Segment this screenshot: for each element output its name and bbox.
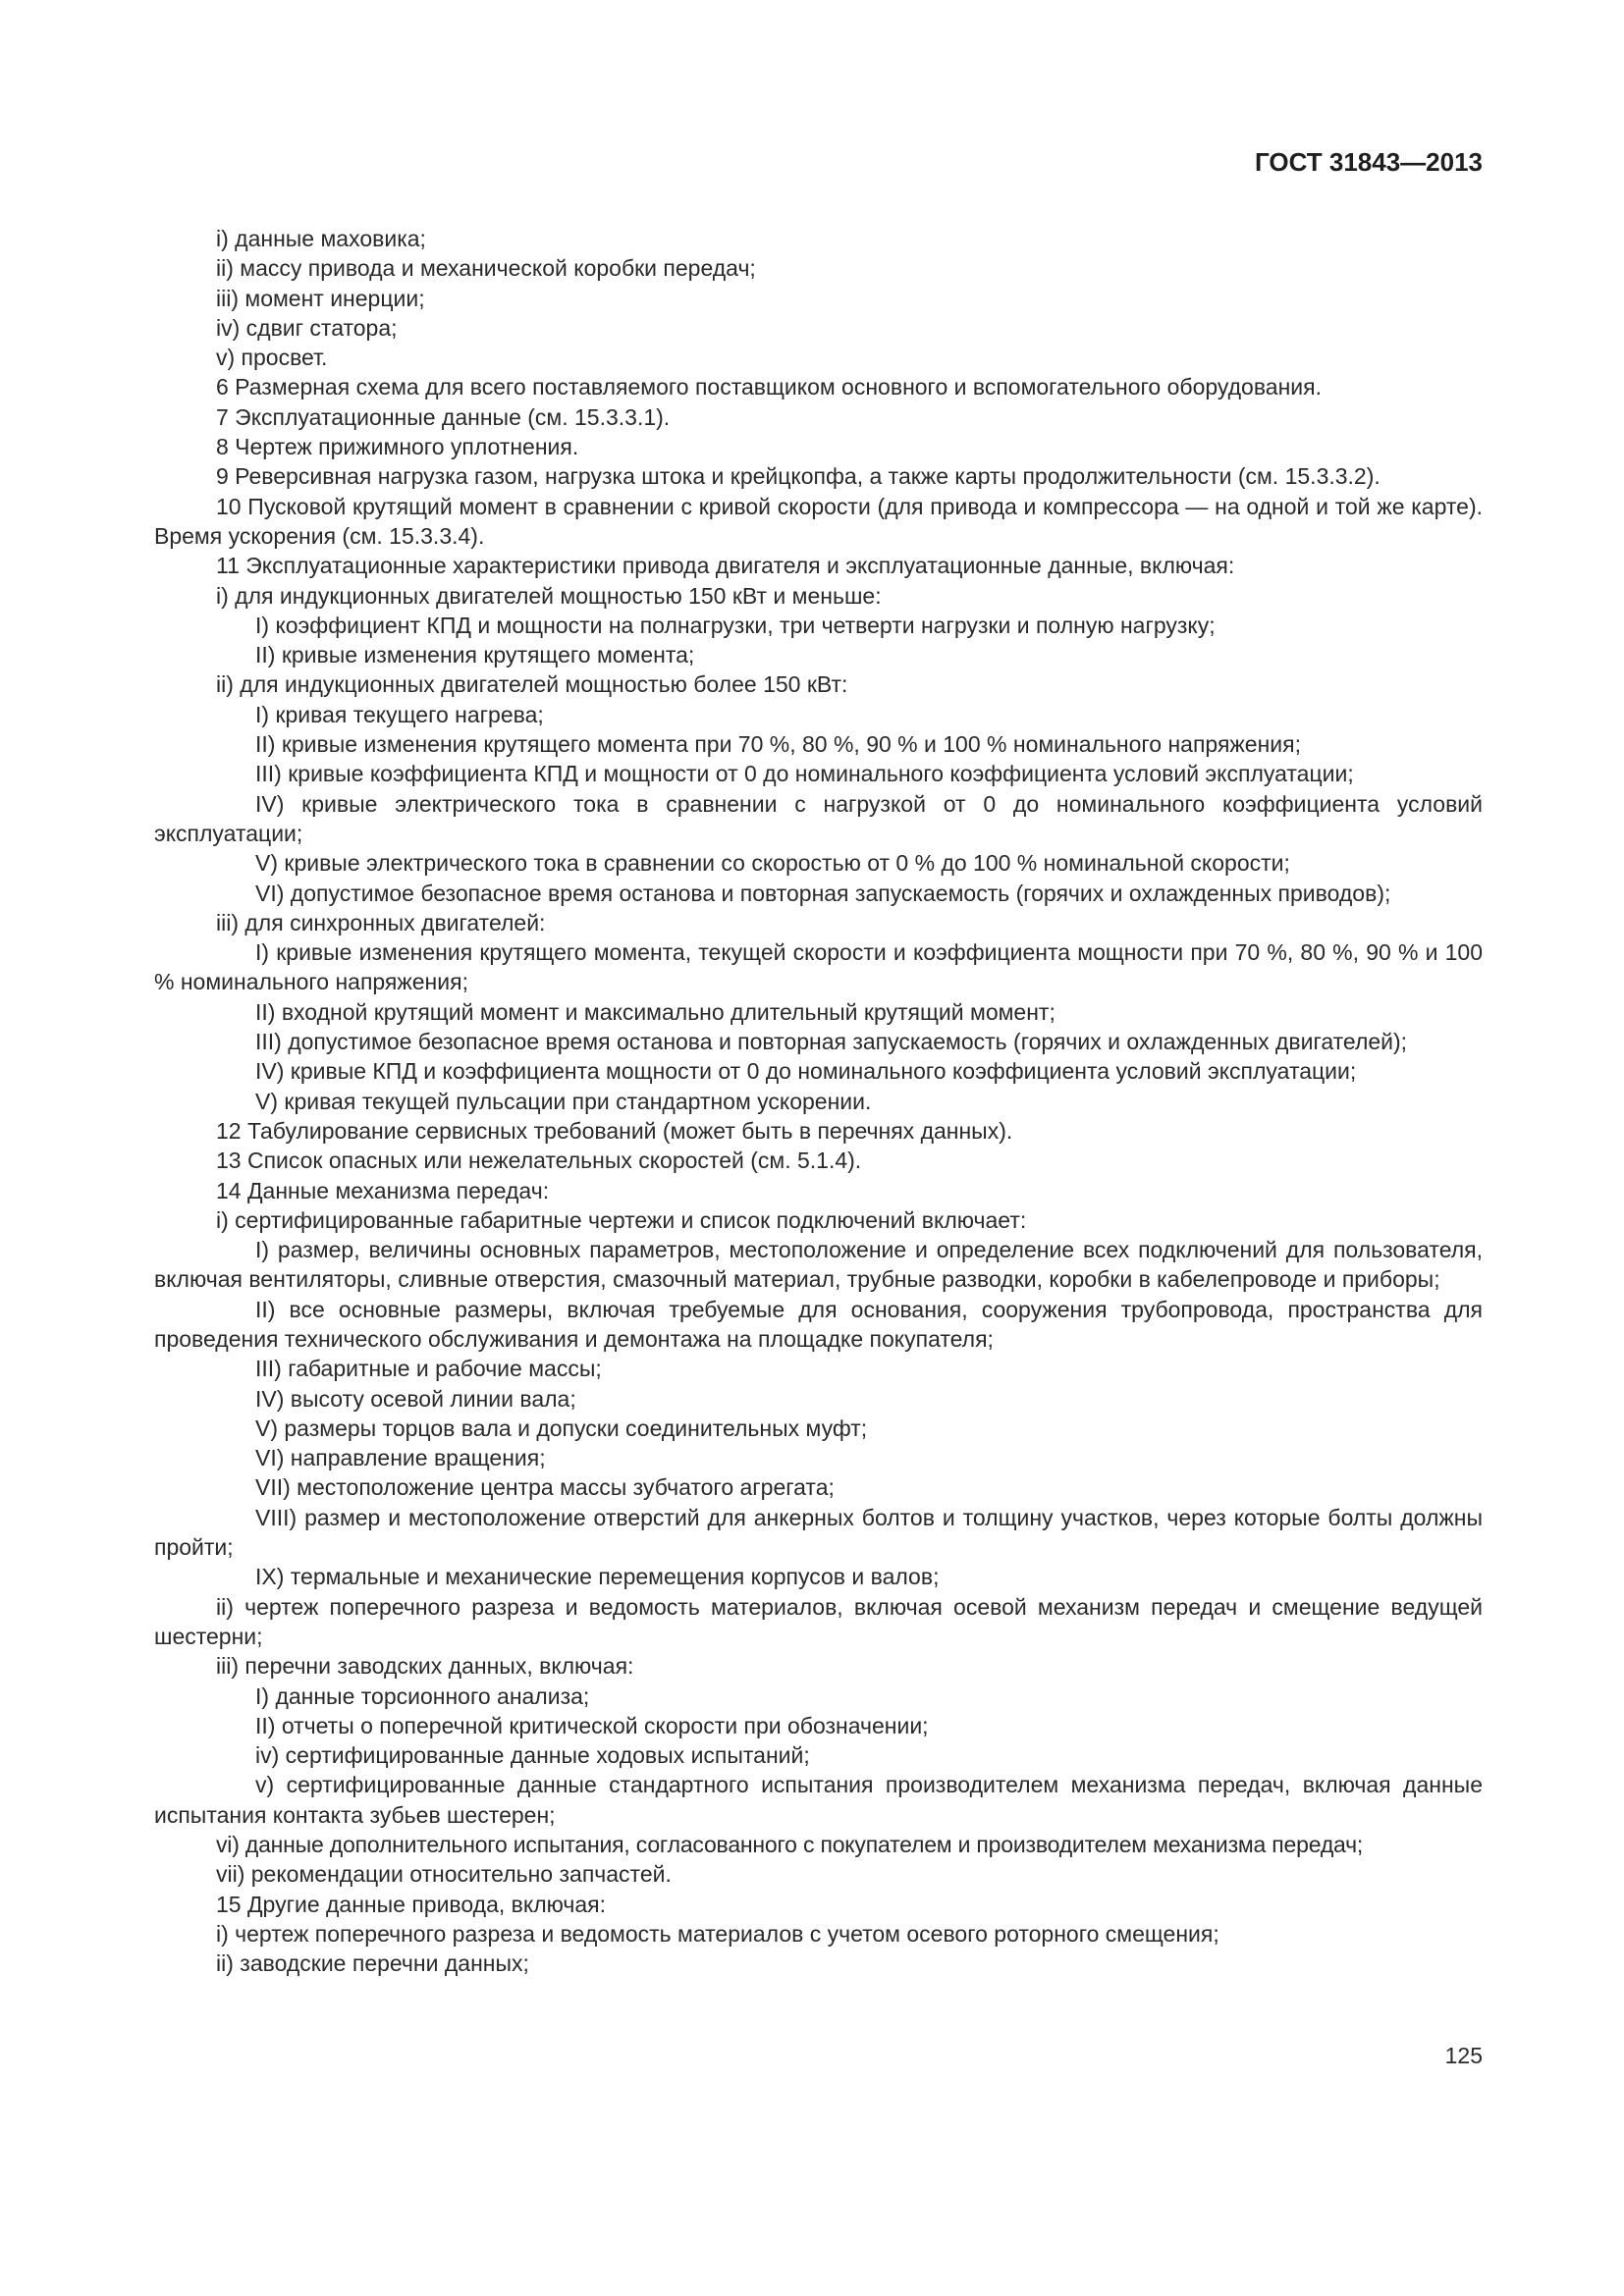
- text-paragraph: 10 Пусковой крутящий момент в сравнении с кривой скорости (для привода и компрессора — на одной и той же карте). Время ускорения (см. 15.3.3.4).: [154, 493, 1483, 549]
- text-line: iii) момент инерции;: [216, 285, 425, 311]
- text-line: ii) массу привода и механической коробки передач;: [216, 255, 756, 282]
- text-line: I) данные торсионного анализа;: [255, 1682, 590, 1709]
- text-line: 6 Размерная схема для всего поставляемого поставщиком основного и вспомогательного оборудования.: [216, 374, 1322, 400]
- text-paragraph: I) размер, величины основных параметров, местоположение и определение всех подключений для пользователя, включая вентиляторы, сливные отверстия, смазочный материал, трубные разводки, коробки в кабелепроводе и приборы;: [154, 1237, 1483, 1293]
- text-line: i) сертифицированные габаритные чертежи и список подключений включает:: [216, 1206, 1027, 1233]
- text-line: VI) допустимое безопасное время останова и повторная запускаемость (горячих и охлажденных приводов);: [255, 880, 1391, 906]
- text-line: i) данные маховика;: [216, 226, 426, 251]
- text-line: 11 Эксплуатационные характеристики привода двигателя и эксплуатационные данные, включая:: [216, 553, 1235, 579]
- text-line: 8 Чертеж прижимного уплотнения.: [216, 434, 579, 460]
- text-line: i) чертеж поперечного разреза и ведомость материалов с учетом осевого роторного смещения;: [216, 1920, 1219, 1947]
- text-line: iii) перечни заводских данных, включая:: [216, 1653, 634, 1680]
- document-header: ГОСТ 31843—2013: [1255, 147, 1483, 177]
- text-line: I) коэффициент КПД и мощности на полнагрузки, три четверти нагрузки и полную нагрузку;: [255, 612, 1216, 638]
- text-line: 9 Реверсивная нагрузка газом, нагрузка штока и крейцкопфа, а также карты продолжительности (см. 15.3.3.2).: [216, 463, 1380, 490]
- text-line: V) кривая текущей пульсации при стандартном ускорении.: [255, 1088, 872, 1114]
- text-line: i) для индукционных двигателей мощностью 150 кВт и меньше:: [216, 582, 882, 609]
- text-line: vi) данные дополнительного испытания, согласованного с покупателем и производителем механизма передач;: [216, 1832, 1364, 1858]
- text-line: II) кривые изменения крутящего момента при 70 %, 80 %, 90 % и 100 % номинального напряжения;: [255, 731, 1301, 758]
- text-line: II) входной крутящий момент и максимально длительный крутящий момент;: [255, 998, 1056, 1025]
- text-paragraph: II) все основные размеры, включая требуемые для основания, сооружения трубопровода, пространства для проведения технического обслуживания и демонтажа на площадке покупателя;: [154, 1296, 1483, 1352]
- text-paragraph: IV) кривые электрического тока в сравнении с нагрузкой от 0 до номинального коэффициента условий эксплуатации;: [154, 790, 1483, 846]
- text-line: iv) сертифицированные данные ходовых испытаний;: [255, 1742, 810, 1769]
- text-line: v) просвет.: [216, 345, 328, 371]
- text-line: vii) рекомендации относительно запчастей.: [216, 1861, 672, 1888]
- text-paragraph: VIII) размер и местоположение отверстий для анкерных болтов и толщину участков, через которые болты должны пройти;: [154, 1504, 1483, 1561]
- text-line: V) размеры торцов вала и допуски соединительных муфт;: [255, 1415, 868, 1441]
- text-line: ii) для индукционных двигателей мощностью более 150 кВт:: [216, 671, 848, 698]
- text-line: 14 Данные механизма передач:: [216, 1177, 550, 1203]
- text-line: II) отчеты о поперечной критической скорости при обозначении;: [255, 1712, 929, 1738]
- text-line: iv) сдвиг статора;: [216, 314, 398, 341]
- text-paragraph: III) допустимое безопасное время останова и повторная запускаемость (горячих и охлажденных двигателей);: [255, 1029, 1408, 1055]
- text-line: 15 Другие данные привода, включая:: [216, 1891, 606, 1917]
- document-body: [154, 224, 1483, 1979]
- text-line: IV) кривые КПД и коэффициента мощности от 0 до номинального коэффициента условий эксплуатации;: [255, 1058, 1357, 1085]
- text-line: VI) направление вращения;: [255, 1445, 546, 1471]
- text-line: ii) заводские перечни данных;: [216, 1950, 529, 1977]
- text-line: iii) для синхронных двигателей:: [216, 909, 546, 935]
- text-line: III) габаритные и рабочие массы;: [255, 1356, 602, 1382]
- text-line: IX) термальные и механические перемещения корпусов и валов;: [255, 1564, 940, 1590]
- text-paragraph: ii) чертеж поперечного разреза и ведомость материалов, включая осевой механизм передач и смещение ведущей шестерни;: [154, 1593, 1483, 1649]
- page-number: 125: [1444, 2043, 1483, 2068]
- text-line: I) кривая текущего нагрева;: [255, 701, 544, 727]
- text-line: 12 Табулирование сервисных требований (может быть в перечнях данных).: [216, 1117, 1013, 1144]
- text-line: VII) местоположение центра массы зубчатого агрегата;: [255, 1474, 835, 1501]
- text-paragraph: I) кривые изменения крутящего момента, текущей скорости и коэффициента мощности при 70 %, 80 %, 90 % и 100 % номинального напряжения;: [154, 939, 1483, 995]
- text-line: IV) высоту осевой линии вала;: [255, 1385, 576, 1412]
- text-line: 13 Список опасных или нежелательных скоростей (см. 5.1.4).: [216, 1148, 862, 1174]
- text-line: II) кривые изменения крутящего момента;: [255, 642, 695, 668]
- text-line: 7 Эксплуатационные данные (см. 15.3.3.1).: [216, 403, 671, 430]
- text-line: V) кривые электрического тока в сравнении со скоростью от 0 % до 100 % номинальной скорости;: [255, 850, 1290, 877]
- text-line: III) кривые коэффициента КПД и мощности от 0 до номинального коэффициента условий эксплуатации;: [255, 761, 1354, 787]
- text-paragraph: v) сертифицированные данные стандартного испытания производителем механизма передач, включая данные испытания контакта зубьев шестерен;: [154, 1772, 1483, 1828]
